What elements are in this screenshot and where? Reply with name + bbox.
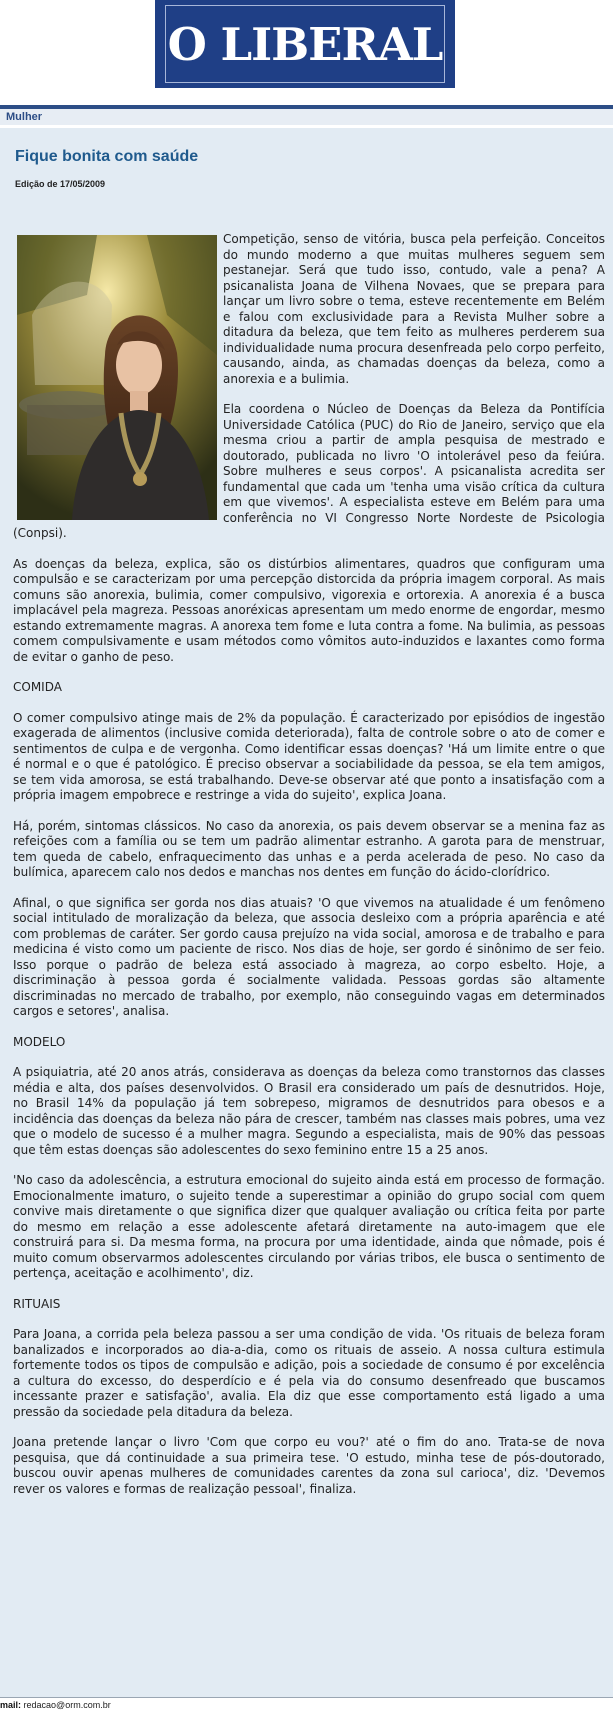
masthead — [155, 0, 455, 88]
newspaper-logo[interactable]: O LIBERAL — [167, 17, 443, 71]
article-photo — [17, 235, 217, 520]
subheading-rituais: RITUAIS — [13, 1296, 61, 1311]
paragraph: Para Joana, a corrida pela beleza passou a ser uma condição de vida. 'Os rituais de beleza foram banalizados e incorporados ao dia-a-dia, como os rituais de asseio. A nossa cultura estimula fortemente todos os tipos de compulsão e adição, pois a sociedade de consumo é por excelência a cultura do excesso, do desperdício e é pela via do consumo desenfreado que buscamos incessante prazer e satisfação', avalia. Ela diz que esse comportamento está ligado a uma pressão da sociedade pela ditadura da beleza. — [13, 1327, 605, 1419]
article-title: Fique bonita com saúde — [15, 148, 199, 165]
paragraph: As doenças da beleza, explica, são os distúrbios alimentares, quadros que configuram uma compulsão e se caracterizam por uma percepção distorcida da própria imagem corporal. As mais comuns são anorexia, bulimia, comer compulsivo, vigorexia e ortorexia. A anorexia é a busca implacável pela magreza. Pessoas anoréxicas apresentam um medo enorme de engordar, mesmo estando extremamente magras. A anorexa tem fome e luta contra a fome. Na bulimia, as pessoas comem compulsivamente e usam métodos como vômitos auto-induzidos e laxantes como forma de evitar o ganho de peso. — [13, 556, 605, 664]
paragraph: A psiquiatria, até 20 anos atrás, considerava as doenças da beleza como transtornos das classes média e alta, dos países desenvolvidos. O Brasil era considerado um país de desnutridos. Hoje, no Brasil 14% da população já tem sobrepeso, migramos de desnutridos para obesos e a incidência das doenças da beleza não pára de crescer, também nas classes mais pobres, uma vez que o modelo de sucesso é a mulher magra. Segundo a especialista, mais de 90% das pessoas que têm estas doenças são adolescentes do sexo feminino entre 15 a 25 anos. — [13, 1065, 605, 1157]
paragraph: O comer compulsivo atinge mais de 2% da população. É caracterizado por episódios de ingestão exagerada de alimentos (inclusive comida deteriorada), falta de controle sobre o ato de comer e sentimentos de culpa e de vergonha. Como identificar essas doenças? 'Há um limite entre o que é normal e o que é patológico. É preciso observar a sociabilidade da pessoa, se ela tem amigos, se tem vida amorosa, se está trabalhando. Deve-se observar até que ponto a insatisfação com a própria imagem empobrece e restringe a vida do sujeito', explica Joana. — [13, 710, 605, 802]
paragraph: Há, porém, sintomas clássicos. No caso da anorexia, os pais devem observar se a menina faz as refeições com a família ou se tem um padrão alimentar estranho. A garota para de menstruar, tem queda de cabelo, enfraquecimento das unhas e a perda acelerada de peso. No caso da bulímica, aparecem calo nos dedos e manchas nos dentes em função do ácido-clorídrico. — [13, 818, 605, 879]
subheading-comida: COMIDA — [13, 680, 62, 694]
footer-mail-label: mail: — [0, 1700, 22, 1710]
paragraph: Joana pretende lançar o livro 'Com que corpo eu vou?' até o fim do ano. Trata-se de nova pesquisa, que dá continuidade a sua primeira tese. 'O estudo, minha tese de pós-doutorado, buscou ouvir apenas mulheres de comunidades carentes da zona sul carioca', diz. 'Devemos rever os valores e formas de realização pessoal', finaliza. — [13, 1435, 605, 1496]
subheading-modelo: MODELO — [13, 1034, 66, 1049]
paragraph: Ela coordena o Núcleo de Doenças da Beleza da Pontifícia Universidade Católica (PUC) do Rio de Janeiro, serviço que ela mesma criou a partir de ampla pesquisa de mestrado e doutorado, publicada no livro 'O intolerável peso da feiúra. Sobre mulheres e seus corpos'. A psicanalista acredita ser fundamental que cada um 'tenha uma visão crítica da cultura em que vivemos'. A especialista esteve em Belém para uma conferência no VI Congresso Norte Nordeste de Psicologia (Conpsi). — [13, 402, 605, 540]
footer-email-link[interactable]: redacao@orm.com.br — [23, 1700, 111, 1710]
woman-photo-illustration — [17, 235, 217, 520]
section-label[interactable]: Mulher — [0, 109, 613, 125]
paragraph: Competição, senso de vitória, busca pela perfeição. Conceitos do mundo moderno a que muitas mulheres seguem sem pestanejar. Será que tudo isso, contudo, vale a pena? A psicanalista Joana de Vilhena Novaes, que se prepara para lançar um livro sobre o tema, esteve recentemente em Belém e falou com exclusividade para a Revista Mulher sobre a ditadura da beleza, que tem feito as mulheres perderem sua individualidade numa procura desenfreada pelo corpo perfeito, causando, ainda, as chamadas doenças da beleza, como a anorexia e a bulimia. — [223, 232, 605, 386]
footer-divider — [0, 1697, 613, 1698]
masthead-frame — [165, 5, 445, 83]
footer — [0, 1699, 111, 1712]
paragraph: 'No caso da adolescência, a estrutura emocional do sujeito ainda está em processo de formação. Emocionalmente imaturo, o sujeito tende a superestimar a opinião do grupo social com quem convive mais diretamente o que significa dizer que qualquer avaliação ou crítica feita por parte do mesmo em relação a esse adolescente afetará diretamente na auto-imagem que ele construirá para si. Da mesma forma, na procura por uma identidade, ainda que nômade, pois é muito comum observarmos adolescentes circulando por várias tribos, ele busca o sentimento de pertença, aceitação e acolhimento', diz. — [13, 1173, 605, 1280]
edition-date: Edição de 17/05/2009 — [15, 179, 106, 189]
paragraph: Afinal, o que significa ser gorda nos dias atuais? 'O que vivemos na atualidade é um fenômeno social intitulado de moralização da beleza, que associa desleixo com a própria aparência e até com problemas de caráter. Ser gordo causa prejuízo na vida social, amorosa e de trabalho e para medicina é visto como um paciente de risco. Nos dias de hoje, ser gordo é sinônimo de ser feio. Isso porque o padrão de beleza está associado à magreza, ao corpo esbelto. Hoje, a discriminação à pessoa gorda é socialmente validada. Pessoas gordas são altamente discriminadas no mercado de trabalho, por exemplo, não conseguindo vagas em determinados cargos e setores', analisa. — [13, 895, 605, 1018]
